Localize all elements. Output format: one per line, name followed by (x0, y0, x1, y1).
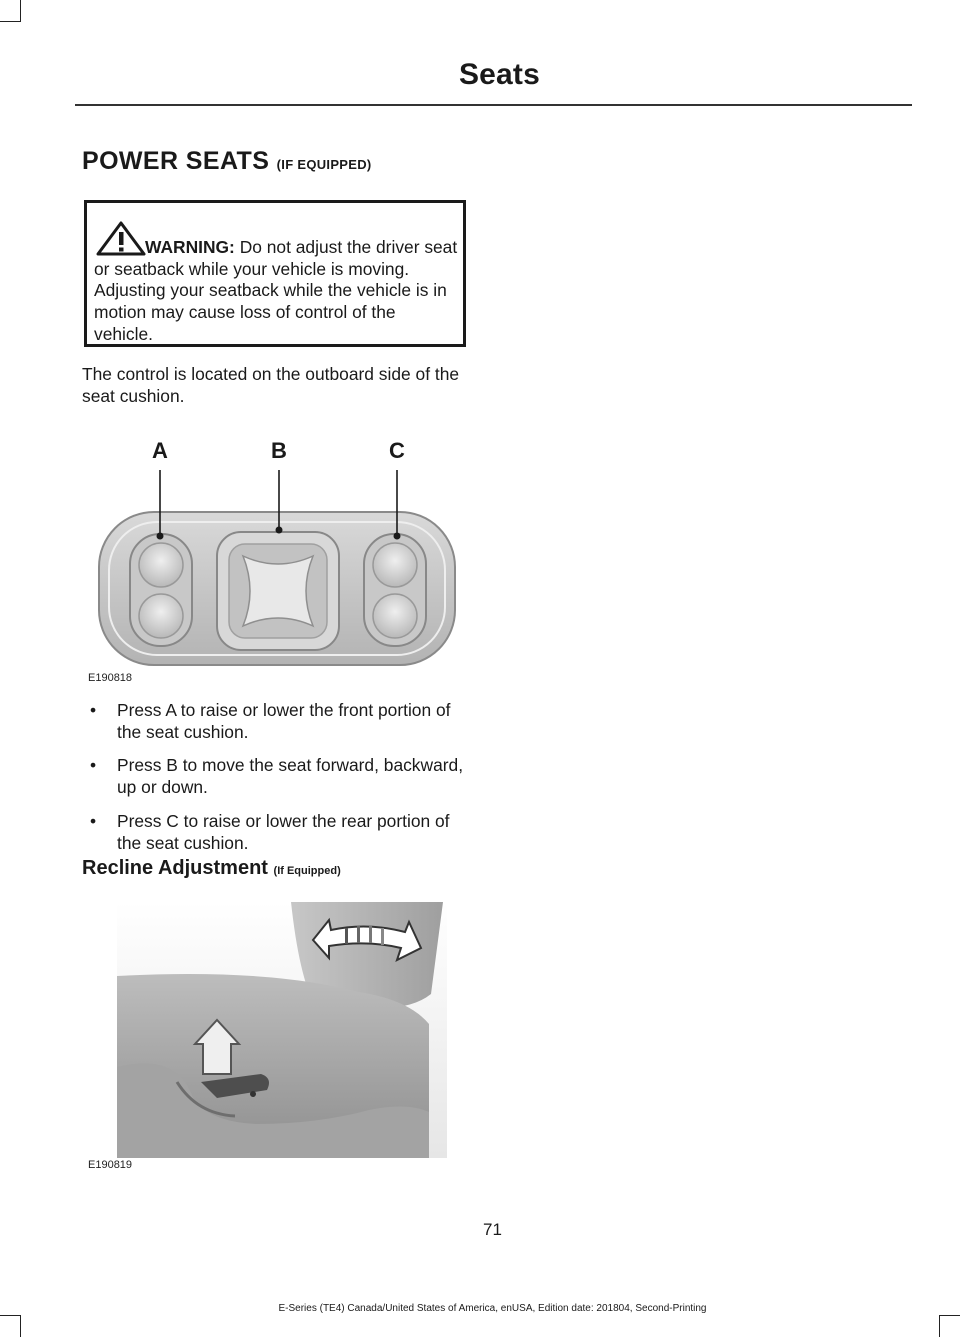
figure-id: E190818 (88, 672, 133, 684)
crop-mark (939, 1315, 940, 1337)
four-way-switch-icon (243, 556, 313, 626)
subsection-heading (82, 857, 341, 880)
seat-control-figure (95, 430, 460, 670)
list-item: • Press A to raise or lower the front portion of the seat cushion. (85, 700, 465, 743)
section-heading-suffix: (IF EQUIPPED) (276, 157, 372, 172)
warning-text: Do not adjust the driver seat or seatback while your vehicle is moving. Adjusting your seatback while the vehicle is in motion may cause loss of control of the vehicle. (94, 237, 458, 344)
callout-b: B (271, 438, 287, 463)
warning-box (84, 200, 466, 347)
subsection-heading-suffix: (If Equipped) (273, 865, 341, 877)
callout-a: A (152, 438, 168, 463)
callout-c: C (389, 438, 405, 463)
list-item: • Press B to move the seat forward, backward, up or down. (85, 755, 465, 798)
warning-triangle-icon (95, 219, 147, 257)
crop-mark (0, 1315, 21, 1316)
page-header-title: Seats (458, 58, 540, 91)
page-number: 71 (483, 1220, 502, 1239)
subsection-heading-text: Recline Adjustment (82, 857, 268, 879)
crop-mark (0, 21, 21, 22)
intro-paragraph: The control is located on the outboard side of the seat cushion. (82, 364, 460, 406)
bullet-list (85, 700, 465, 866)
warning-label: WARNING: (145, 237, 235, 257)
crop-mark (20, 0, 21, 22)
section-heading-text: POWER SEATS (82, 147, 270, 175)
figure-id: E190819 (88, 1159, 133, 1171)
list-item: • Press C to raise or lower the rear portion of the seat cushion. (85, 811, 465, 854)
section-heading (82, 147, 372, 176)
header-divider (75, 104, 912, 106)
footer-text: E-Series (TE4) Canada/United States of America, enUSA, Edition date: 201804, Second-Printing (278, 1303, 707, 1314)
recline-lever-figure (117, 902, 447, 1158)
crop-mark (20, 1315, 21, 1337)
crop-mark (939, 1315, 960, 1316)
